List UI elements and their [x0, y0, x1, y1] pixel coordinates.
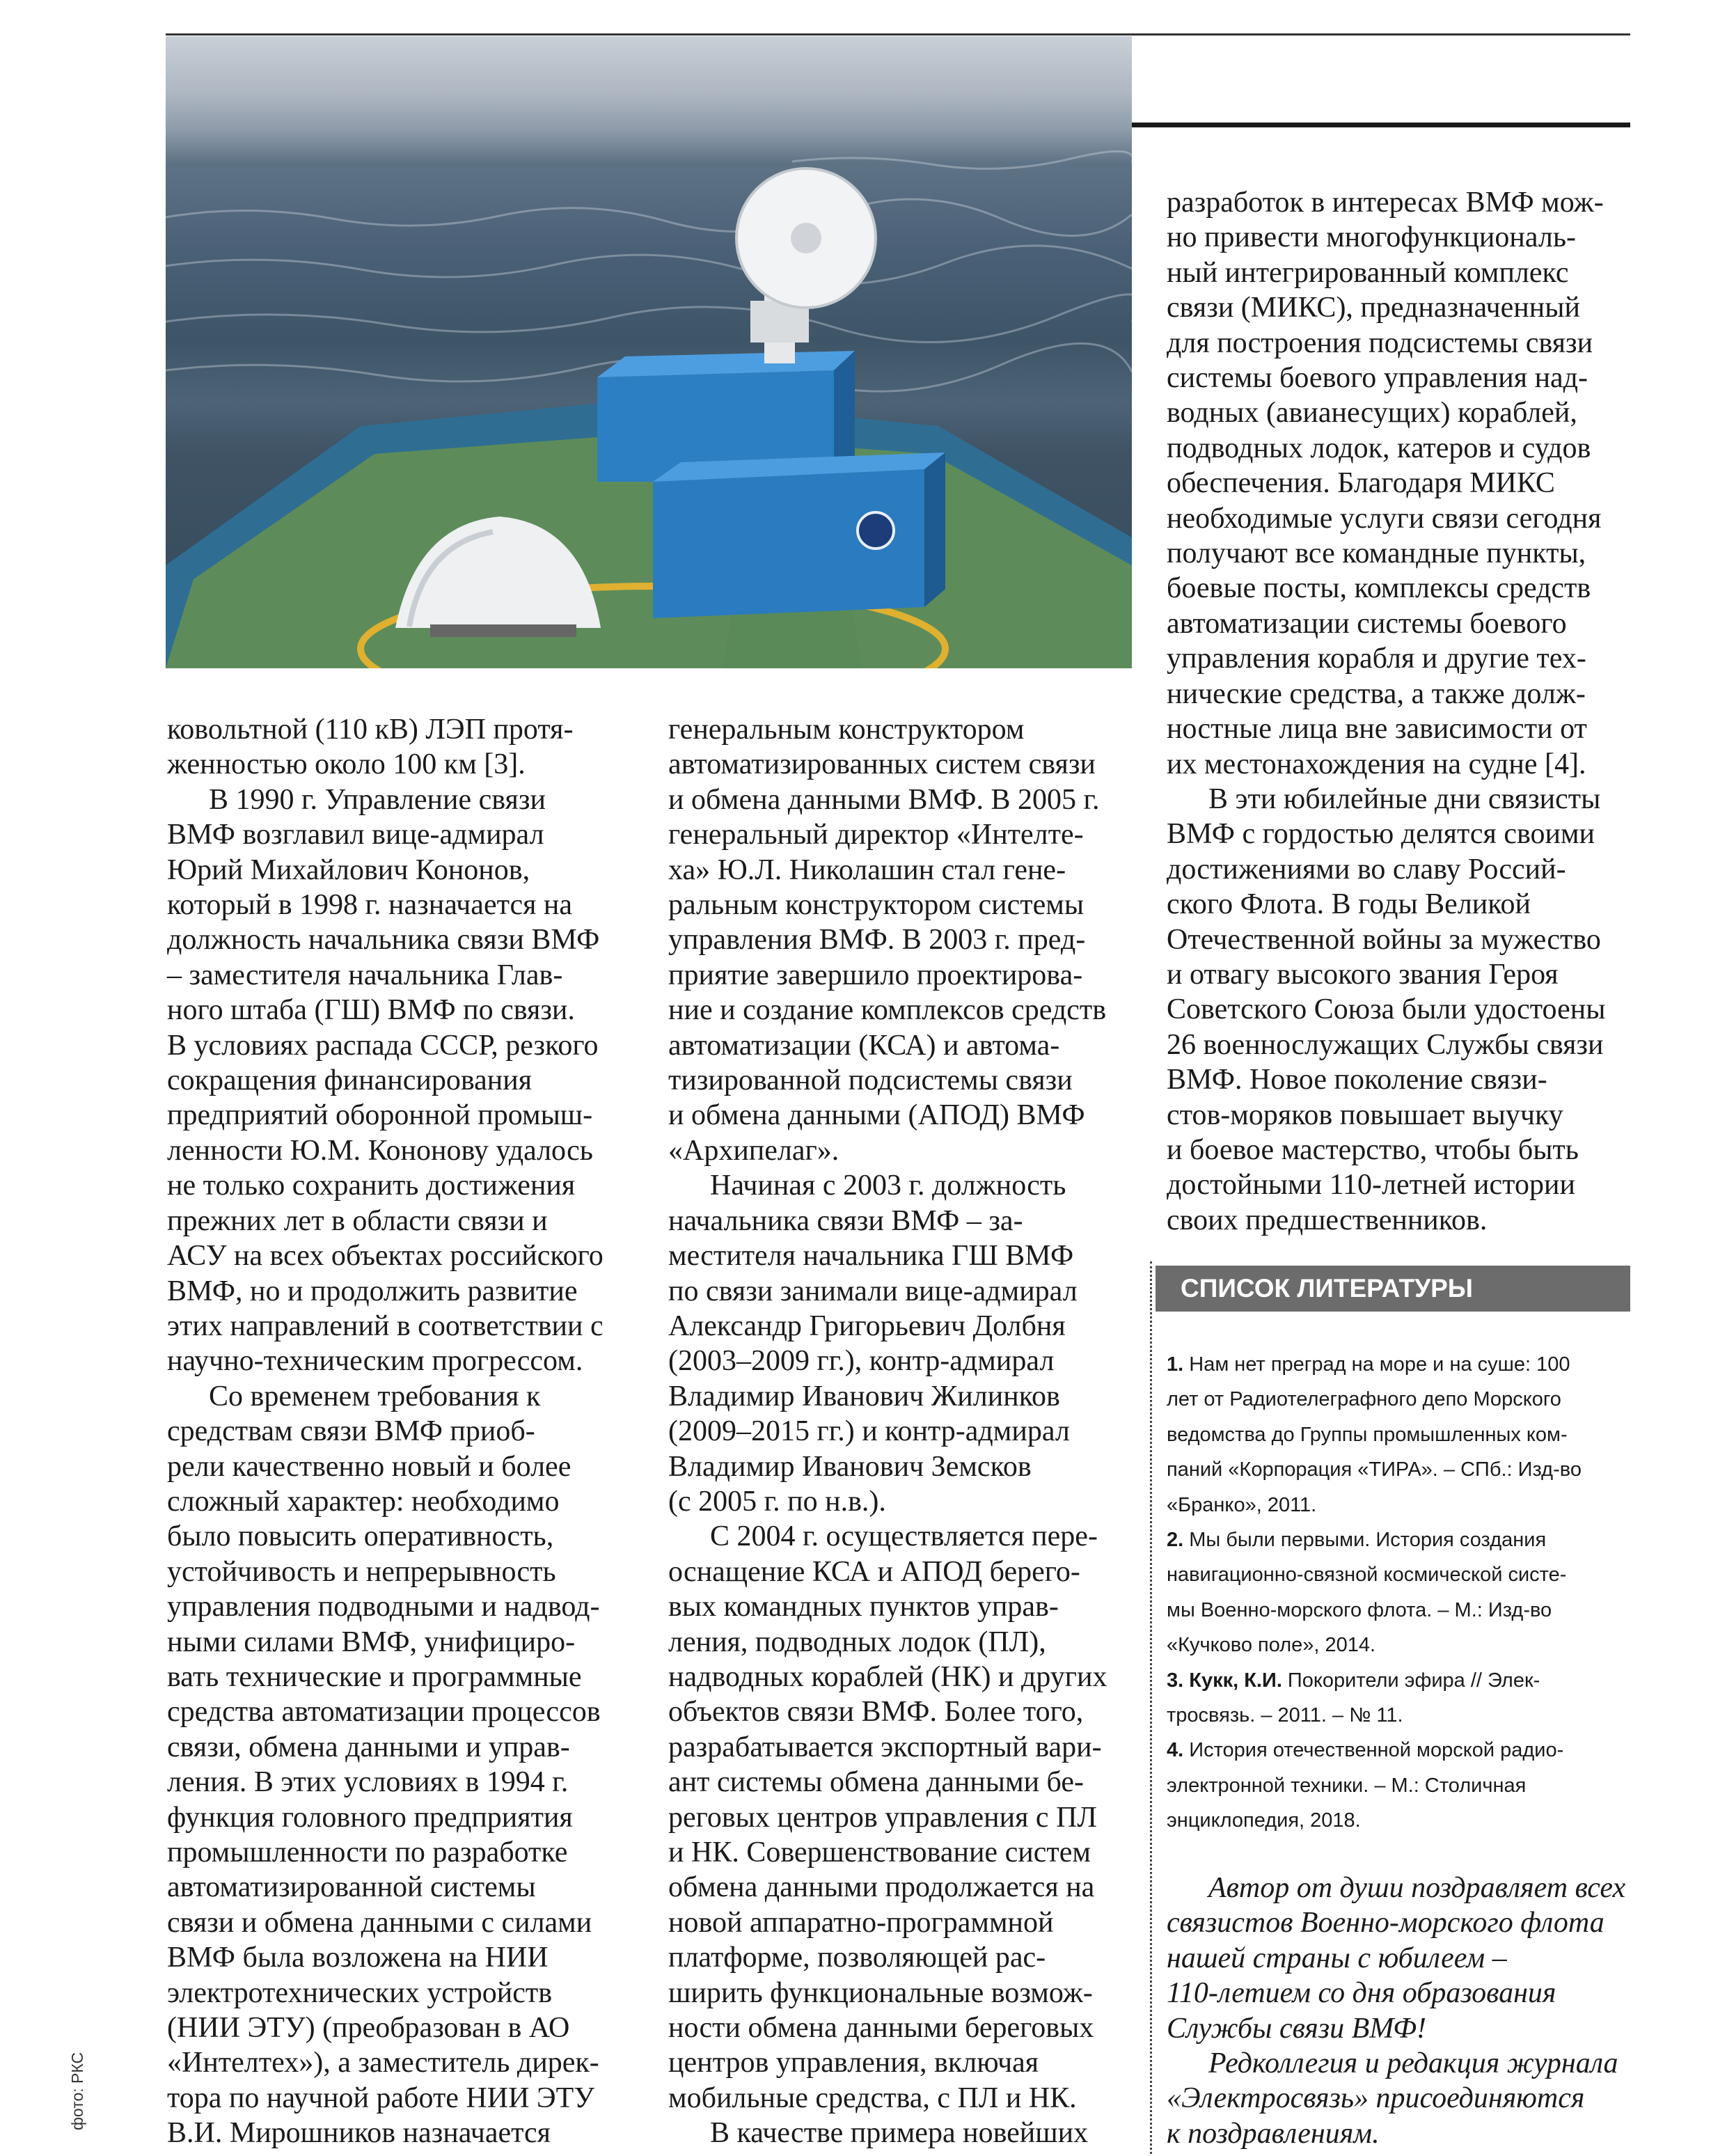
reference-number: 4.: [1167, 1739, 1184, 1762]
reference-item: [1167, 1522, 1626, 1663]
reference-item: [1167, 1347, 1626, 1522]
author-greeting: [1167, 1871, 1640, 2151]
ship-deck-photo: [166, 36, 1132, 668]
reference-author: Кукк, К.И.: [1183, 1669, 1282, 1692]
reference-item: [1167, 1663, 1626, 1733]
paragraph: Со временем требования к средствам связи ВМФ приоб- рели качественно новый и более сложный характер: необходимо было повысить оперативность, устойчивость и непрерывность управления подводными и надвод- ными силами ВМФ, унифициро- вать технические и программные средства автоматизации процессов связи, обмена данными и управ- ления. В этих условиях в 1994 г. функция головного предприятия промышленности по разработке автоматизированной системы связи и обмена данными с силами ВМФ была возложена на НИИ электротехнических устройств (НИИ ЭТУ) (преобразован в АО «Интелтех»), а заместитель дирек- тора по научной работе НИИ ЭТУ В.И. Мирошников назначается: [167, 1380, 601, 2150]
references-list: [1167, 1347, 1626, 1839]
reference-text: Мы были первыми. История создания навигационно-связной космической систе- мы Военно-морского флота. – М.: Изд-во «Кучково поле», 2014.: [1167, 1529, 1567, 1657]
references-heading: СПИСОК ЛИТЕРАТУРЫ: [1156, 1266, 1630, 1312]
paragraph: В качестве примера новейших: [710, 2117, 1089, 2150]
reference-number: 3.: [1167, 1669, 1184, 1692]
text-column-middle: [668, 712, 1128, 2151]
greeting-paragraph: Редколлегия и редакция журнала «Электросвязь» присоединяются к поздравлениям.: [1167, 2047, 1618, 2150]
references-divider: [1150, 1261, 1152, 2154]
section-rule: [1132, 123, 1630, 127]
photo-credit: фото: РКС: [68, 2052, 86, 2130]
reference-text: История отечественной морской радио- электронной техники. – М.: Столичная энциклопедия, 2018.: [1167, 1739, 1564, 1832]
text-column-right: [1167, 185, 1633, 1238]
paragraph: В 1990 г. Управление связи ВМФ возглавил вице-адмирал Юрий Михайлович Кононов, который в 1998 г. назначается на должность начальника связи ВМФ – заместителя начальника Глав- ного штаба (ГШ) ВМФ по связи. В условиях распада СССР, резкого сокращения финансирования предприятий оборонной промыш- ленности Ю.М. Кононову удалось не только сохранить достижения прежних лет в области связи и АСУ на всех объектах российского ВМФ, но и продолжить развитие этих направлений в соответствии с научно-техническим прогрессом.: [167, 783, 604, 1378]
reference-text: Нам нет преград на море и на суше: 100 лет от Радиотелеграфного депо Морского ведомства до Группы промышленных ком- паний «Корпорация «ТИРА». – СПб.: Изд-во «Бранко», 2011.: [1167, 1353, 1582, 1516]
reference-item: [1167, 1733, 1626, 1838]
paragraph: В эти юбилейные дни связисты ВМФ с гордостью делятся своими достижениями во славу Россий- ского Флота. В годы Великой Отечественной войны за мужество и отвагу высокого звания Героя Советского Союза были удостоены 26 военнослужащих Службы связи ВМФ. Новое поколение связи- стов-моряков повышает выучку и боевое мастерство, чтобы быть достойными 110-летней истории своих предшественников.: [1167, 782, 1606, 1236]
reference-number: 1.: [1167, 1353, 1184, 1376]
paragraph: Начиная с 2003 г. должность начальника связи ВМФ – за- местителя начальника ГШ ВМФ по связи занимали вице-адмирал Александр Григорьевич Долбня (2003–2009 гг.), контр-адмирал Владимир Иванович Жилинков (2009–2015 гг.) и контр-адмирал Владимир Иванович Земсков (с 2005 г. по н.в.).: [668, 1170, 1078, 1518]
paragraph: С 2004 г. осуществляется пере- оснащение КСА и АПОД берего- вых командных пунктов управ- ления, подводных лодок (ПЛ), надводных кораблей (НК) и других объектов связи ВМФ. Более того, разрабатывается экспортный вари- ант системы обмена данными бе- реговых центров управления с ПЛ и НК. Совершенствование систем обмена данными продолжается на новой аппаратно-программной платформе, позволяющей рас- ширить функциональные возмож- ности обмена данными береговых центров управления, включая мобильные средства, с ПЛ и НК.: [668, 1520, 1107, 2114]
reference-text: Покорители эфира // Элек- тросвязь. – 2011. – № 11.: [1167, 1669, 1540, 1727]
reference-number: 2.: [1167, 1529, 1184, 1552]
text-column-left: [167, 712, 642, 2151]
paragraph: разработок в интересах ВМФ мож- но привести многофункциональ- ный интегрированный комплекс связи (МИКС), предназначенный для построения подсистемы связи системы боевого управления над- водных (авианесущих) кораблей, подводных лодок, катеров и судов обеспечения. Благодаря МИКС необходимые услуги связи сегодня получают все командные пункты, боевые посты, комплексы средств автоматизации системы боевого управления корабля и другие тех- нические средства, а также долж- ностные лица вне зависимости от их местонахождения на судне [4].: [1167, 187, 1604, 780]
greeting-paragraph: Автор от души поздравляет всех связистов Военно-морского флота нашей страны с юбилеем – 110-летием со дня образования Службы связи ВМФ!: [1167, 1872, 1626, 2045]
top-rule: [166, 33, 1630, 36]
paragraph: ковольтной (110 кВ) ЛЭП протя- женностью около 100 км [3].: [167, 714, 574, 781]
paragraph: генеральным конструктором автоматизированных систем связи и обмена данными ВМФ. В 2005 г. генеральный директор «Интелте- ха» Ю.Л. Николашин стал гене- ральным конструктором системы управления ВМФ. В 2003 г. пред- приятие завершило проектирова- ние и создание комплексов средств автоматизации (КСА) и автома- тизированной подсистемы связи и обмена данными (АПОД) ВМФ «Архипелаг».: [668, 714, 1107, 1167]
